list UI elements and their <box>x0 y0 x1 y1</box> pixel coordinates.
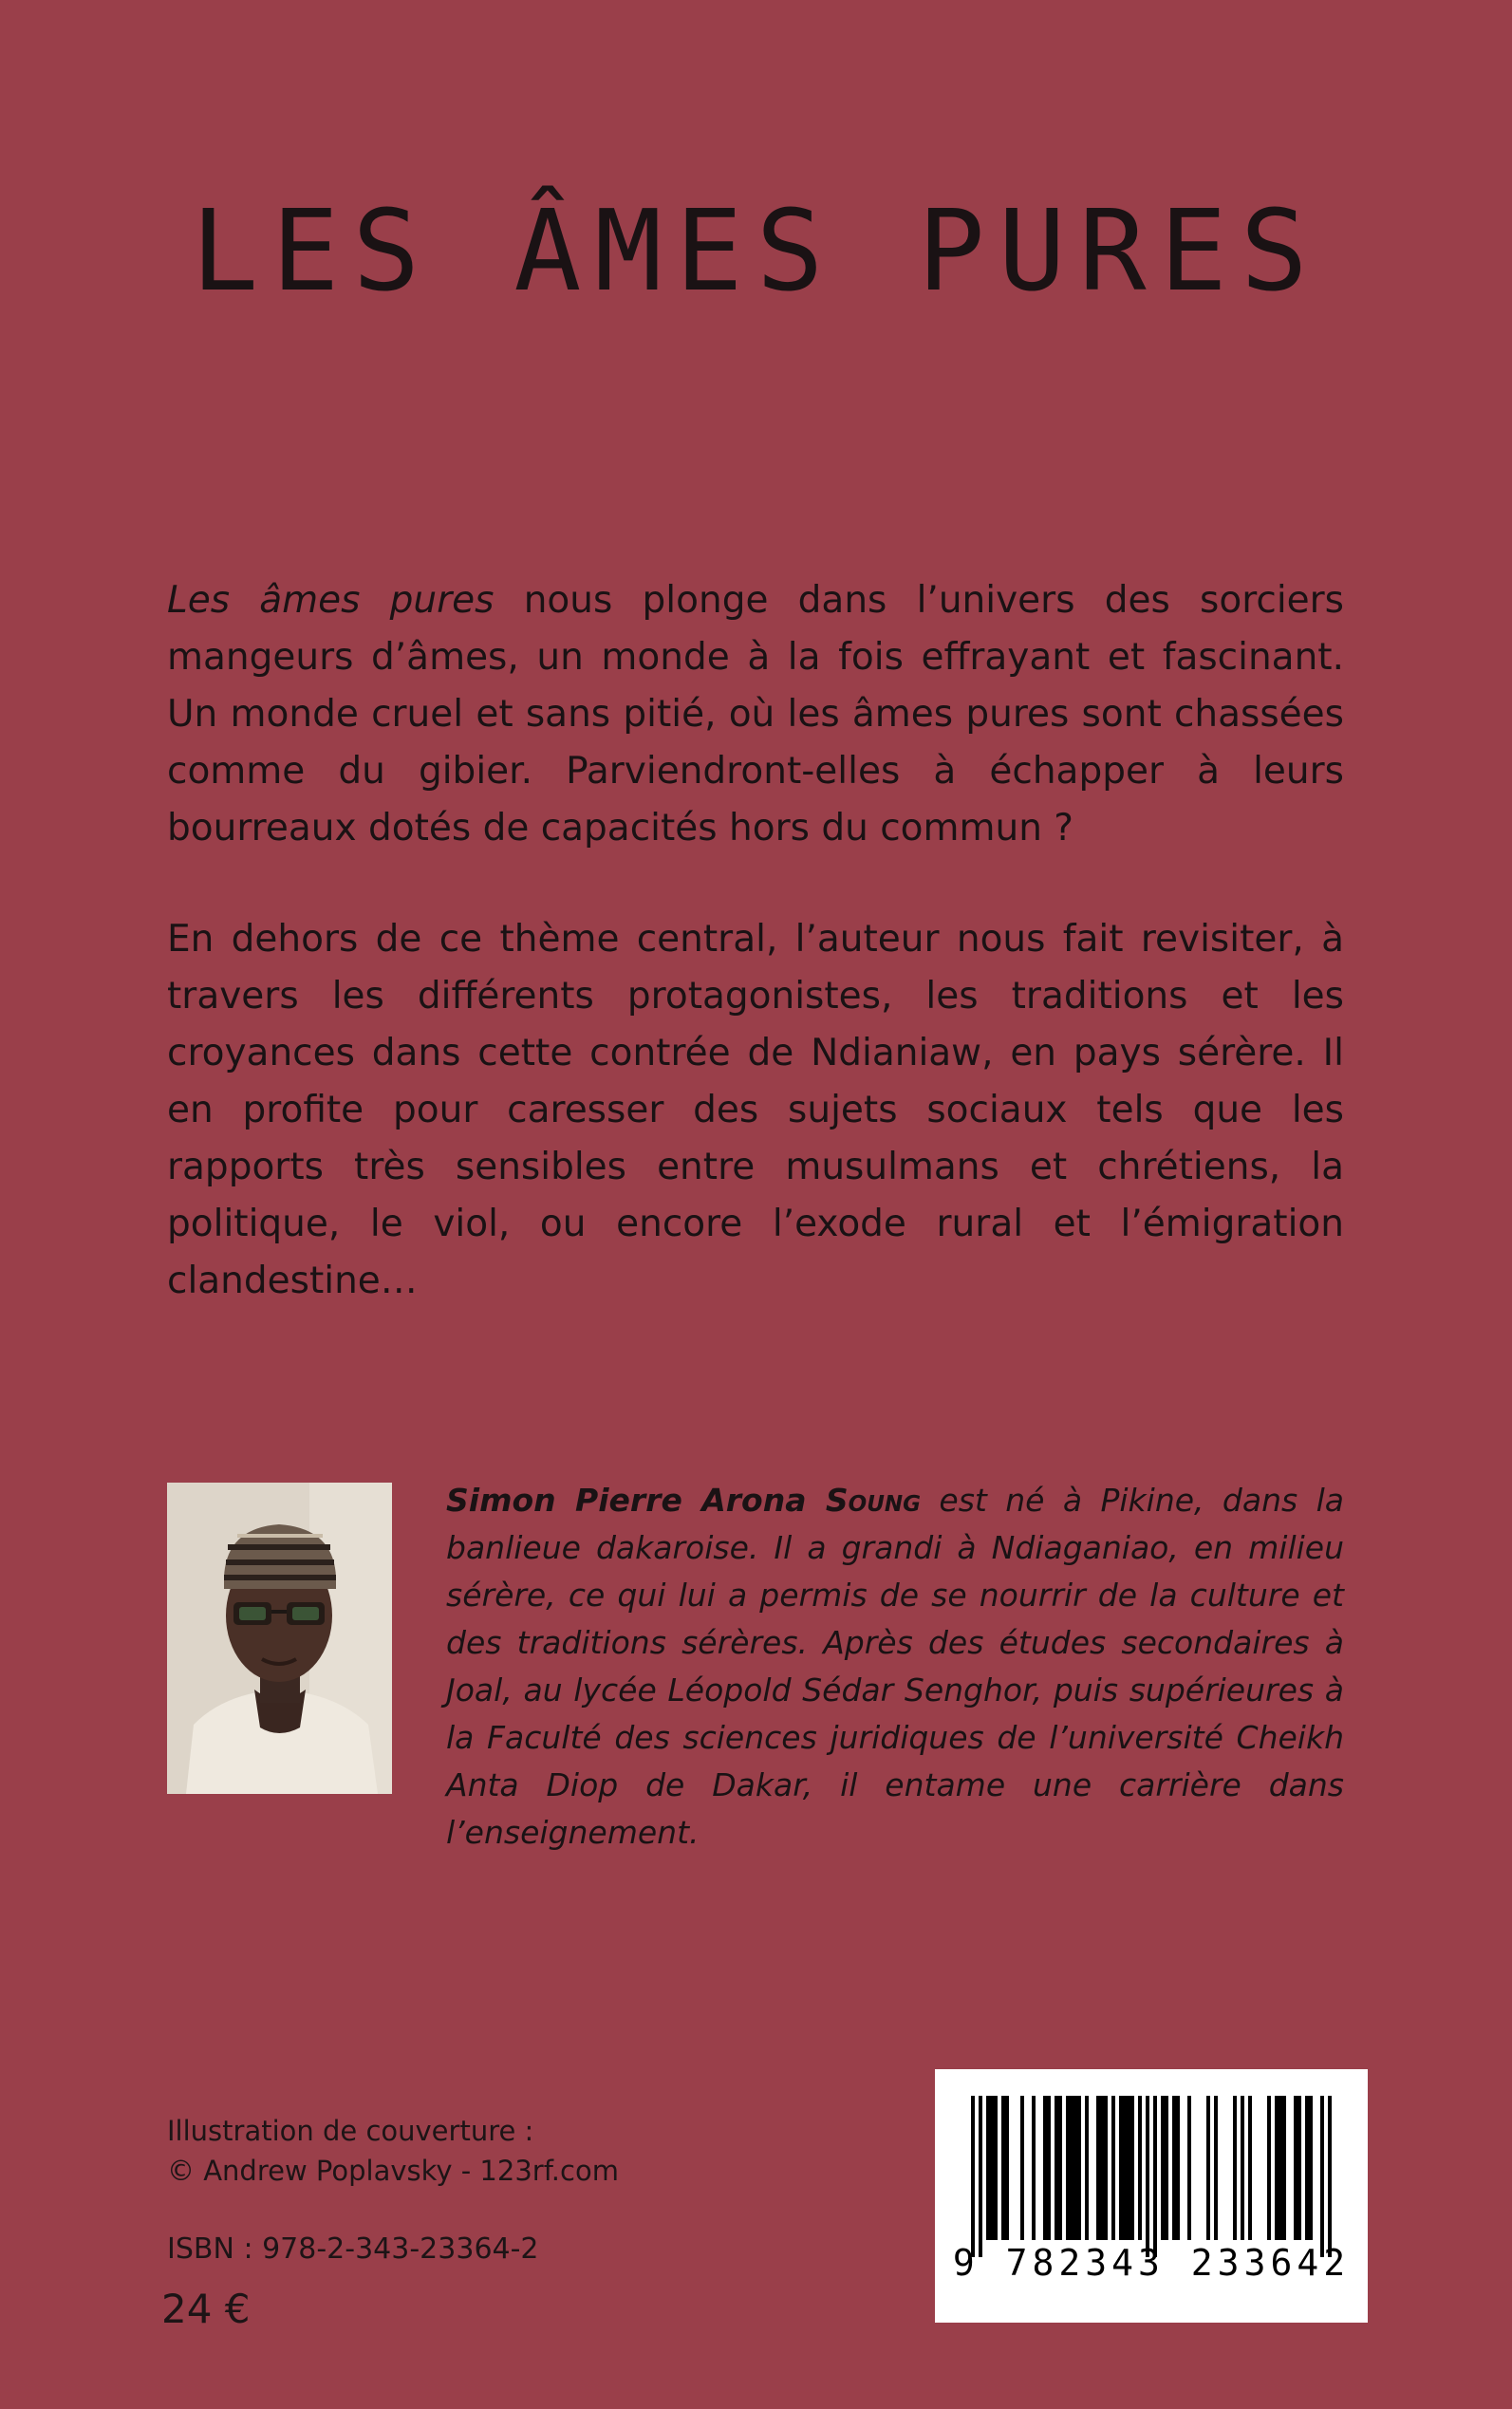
barcode-bar <box>1305 2096 1309 2240</box>
barcode-bar <box>986 2096 990 2240</box>
barcode-bar <box>994 2096 998 2240</box>
barcode-bar <box>1328 2096 1332 2257</box>
barcode-bar <box>1248 2096 1252 2240</box>
illustration-credit: © Andrew Poplavsky - 123rf.com <box>167 2155 619 2187</box>
barcode-bar <box>1309 2096 1313 2240</box>
barcode-bar <box>979 2096 982 2257</box>
barcode-bar <box>1214 2096 1218 2240</box>
barcode-bars <box>935 2069 1368 2323</box>
barcode-bar <box>1275 2096 1279 2240</box>
barcode-bar <box>1005 2096 1009 2240</box>
barcode-bar <box>1047 2096 1051 2240</box>
author-surname: Soung <box>825 1482 922 1519</box>
barcode-bar <box>1138 2096 1142 2240</box>
barcode-bar <box>1294 2096 1297 2240</box>
barcode-bar <box>1161 2096 1165 2240</box>
illustration-label: Illustration de couverture : <box>167 2115 534 2147</box>
barcode-bar <box>1001 2096 1005 2240</box>
barcode-bar <box>1165 2096 1168 2240</box>
barcode-bar <box>1153 2096 1157 2257</box>
blurb-paragraph-1-text: nous plonge dans l’univers des sorciers mangeurs d’âmes, un monde à la fois effrayant et fascinant. Un monde cruel et sans pitié, où les âmes pures sont chassées comme du gibier. Parviendront-elles à échapper à leurs bourreaux dotés de capacités hors du commun ? <box>167 579 1344 850</box>
barcode-bar <box>1111 2096 1115 2240</box>
barcode-bar <box>1100 2096 1104 2240</box>
barcode-bar <box>1297 2096 1301 2240</box>
barcode-bar <box>1123 2096 1127 2240</box>
barcode-bar <box>1267 2096 1271 2240</box>
barcode-bar <box>1320 2096 1324 2257</box>
book-title: LES ÂMES PURES <box>191 185 1321 316</box>
barcode-bar <box>1085 2096 1089 2240</box>
barcode-bar <box>1077 2096 1081 2240</box>
barcode-digits: 9 782343 233642 <box>952 2242 1351 2284</box>
barcode-bar <box>1055 2096 1058 2240</box>
barcode-bar <box>1096 2096 1100 2240</box>
barcode-bar <box>1233 2096 1237 2240</box>
barcode-bar <box>1279 2096 1282 2240</box>
barcode <box>935 2069 1368 2323</box>
barcode-bar <box>1119 2096 1123 2240</box>
author-portrait-illustration <box>167 1483 392 1794</box>
author-bio <box>446 1477 1344 1857</box>
barcode-bar <box>1043 2096 1047 2240</box>
barcode-bar <box>1032 2096 1036 2240</box>
barcode-bar <box>1073 2096 1077 2240</box>
barcode-bar <box>1058 2096 1062 2240</box>
barcode-bar <box>1146 2096 1149 2257</box>
barcode-bar <box>1176 2096 1180 2240</box>
barcode-bar <box>1241 2096 1244 2240</box>
isbn: ISBN : 978-2-343-23364-2 <box>167 2232 539 2266</box>
barcode-bar <box>1187 2096 1191 2240</box>
blurb-paragraph-1 <box>167 572 1344 857</box>
blurb-book-title: Les âmes pures <box>167 579 495 622</box>
illustration-credits <box>167 2111 619 2191</box>
barcode-bar <box>1020 2096 1024 2240</box>
blurb-paragraph-2: En dehors de ce thème central, l’auteur nous fait revisiter, à travers les différents protagonistes, les traditions et les croyances dans cette contrée de Ndianiaw, en pays sérère. Il en profite pour caresser des sujets sociaux tels que les rapports très sensibles entre musulmans et chrétiens, la politique, le viol, ou encore l’exode rural et l’émigration clandestine… <box>167 918 1344 1302</box>
author-photo <box>167 1483 392 1794</box>
price: 24 € <box>161 2286 251 2332</box>
barcode-bar <box>971 2096 975 2257</box>
barcode-bar <box>990 2096 994 2240</box>
author-first-names: Simon Pierre Arona <box>446 1482 826 1519</box>
barcode-bar <box>1066 2096 1070 2240</box>
barcode-bar <box>1172 2096 1176 2240</box>
barcode-bar <box>1206 2096 1210 2240</box>
barcode-bar <box>1127 2096 1130 2240</box>
barcode-bar <box>1130 2096 1134 2240</box>
author-bio-text: est né à Pikine, dans la banlieue dakaroise. Il a grandi à Ndiaganiao, en milieu sérère, ce qui lui a permis de se nourrir de la culture et des traditions sérères. Après des études secondaires à Joal, au lycée Léopold Sédar Senghor, puis supérieures à la Faculté des sciences juridiques de l’université Cheikh Anta Diop de Dakar, il entame une carrière dans l’enseignement. <box>446 1482 1344 1851</box>
barcode-bar <box>1282 2096 1286 2240</box>
barcode-bar <box>1104 2096 1108 2240</box>
barcode-bar <box>1070 2096 1073 2240</box>
